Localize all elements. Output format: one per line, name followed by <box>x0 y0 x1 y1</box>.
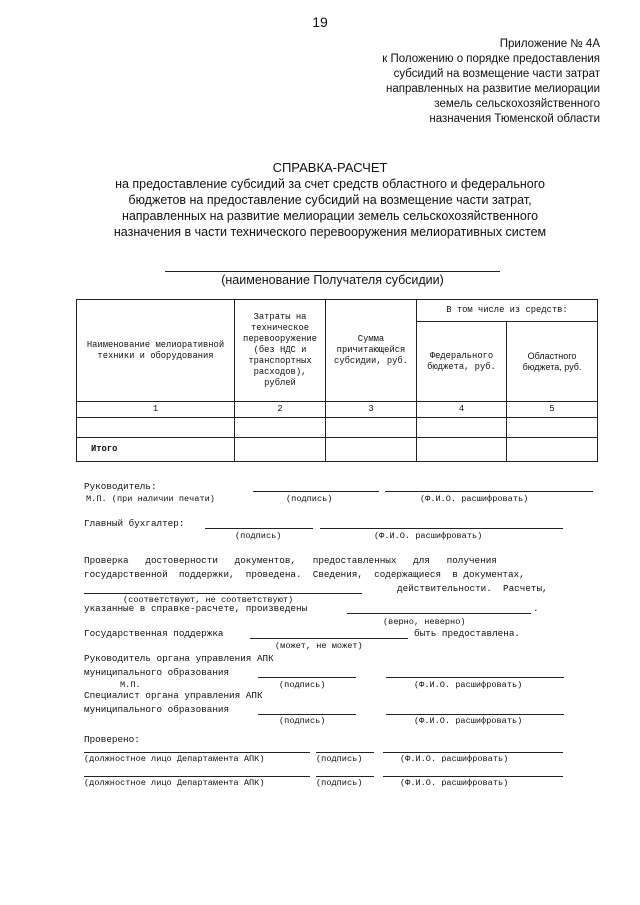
signature-caption: (подпись) <box>316 754 363 764</box>
stamp-caption: М.П. (при наличии печати) <box>86 494 215 504</box>
total-label: Итого <box>77 438 235 462</box>
annex-line: направленных на развитие мелиорации <box>386 83 600 95</box>
head-label: Руководитель: <box>84 481 157 492</box>
check-text-line: действительности. Расчеты, <box>397 583 548 594</box>
signature-caption: (подпись) <box>279 716 326 726</box>
name-caption: (Ф.И.О. расшифровать) <box>414 716 523 726</box>
apk-head-label: Руководитель органа управления АПК <box>84 653 274 664</box>
apk-head-name-field[interactable] <box>386 677 564 678</box>
name-caption: (Ф.И.О. расшифровать) <box>414 680 523 690</box>
signature-caption: (подпись) <box>286 494 333 504</box>
subtitle-line: направленных на развитие мелиорации земель сельскохозяйственного <box>121 209 539 223</box>
table-cell[interactable] <box>507 418 598 438</box>
annex-line: Приложение № 4А <box>499 38 600 50</box>
annex-line: назначения Тюменской области <box>429 113 600 125</box>
accountant-label: Главный бухгалтер: <box>84 518 185 529</box>
annex-line: субсидий на возмещение части затрат <box>393 68 600 80</box>
annex-line: к Положению о порядке предоставления <box>382 53 600 65</box>
specialist-name-field[interactable] <box>386 714 564 715</box>
official-field[interactable] <box>84 776 310 777</box>
table-cell[interactable] <box>235 418 326 438</box>
specialist-label: муниципального образования <box>84 704 230 715</box>
accountant-signature-field[interactable] <box>205 528 313 529</box>
table-cell[interactable] <box>417 418 507 438</box>
annex-block <box>382 37 600 127</box>
signature-caption: (подпись) <box>279 680 326 690</box>
header-subsidy-amount: Сумма причитающейся субсидии, руб. <box>326 300 417 402</box>
period: . <box>533 603 539 614</box>
head-signature-field[interactable] <box>253 491 379 492</box>
official-caption: (должностное лицо Департамента АПК) <box>84 754 265 764</box>
name-caption: (Ф.И.О. расшифровать) <box>374 531 483 541</box>
column-number: 1 <box>77 402 235 418</box>
official-caption: (должностное лицо Департамента АПК) <box>84 778 265 788</box>
official-name-field[interactable] <box>383 752 563 753</box>
document-subtitle <box>80 176 580 240</box>
specialist-signature-field[interactable] <box>258 714 356 715</box>
apk-head-label: муниципального образования <box>84 667 230 678</box>
accountant-name-field[interactable] <box>320 528 563 529</box>
subtitle-line: бюджетов на предоставление субсидий на возмещение части затрат, <box>128 193 532 207</box>
column-number: 2 <box>235 402 326 418</box>
total-cell[interactable] <box>326 438 417 462</box>
official-signature-field[interactable] <box>316 776 374 777</box>
table-cell[interactable] <box>326 418 417 438</box>
name-caption: (Ф.И.О. расшифровать) <box>400 754 509 764</box>
check-text-line: государственной поддержки, проведена. Сведения, содержащиеся в документах, <box>84 569 525 580</box>
correctness-caption: (верно, неверно) <box>383 617 466 627</box>
official-signature-field[interactable] <box>316 752 374 753</box>
header-federal-budget: Федерального бюджета, руб. <box>417 322 507 402</box>
total-cell[interactable] <box>235 438 326 462</box>
check-text-line: Проверка достоверности документов, предоставленных для получения <box>84 555 497 566</box>
recipient-name-field[interactable] <box>165 271 500 272</box>
header-regional-budget: Областного бюджета, руб. <box>507 322 598 402</box>
column-number: 5 <box>507 402 598 418</box>
specialist-label: Специалист органа управления АПК <box>84 690 263 701</box>
support-suffix: быть предоставлена. <box>414 628 521 639</box>
total-cell[interactable] <box>417 438 507 462</box>
annex-line: земель сельскохозяйственного <box>434 98 600 110</box>
name-caption: (Ф.И.О. расшифровать) <box>400 778 509 788</box>
support-label: Государственная поддержка <box>84 628 224 639</box>
name-caption: (Ф.И.О. расшифровать) <box>420 494 529 504</box>
header-source-group: В том числе из средств: <box>417 300 598 322</box>
column-number: 3 <box>326 402 417 418</box>
signature-caption: (подпись) <box>316 778 363 788</box>
document-title: СПРАВКА-РАСЧЕТ <box>272 160 388 175</box>
official-field[interactable] <box>84 752 310 753</box>
table-cell[interactable] <box>77 418 235 438</box>
recipient-label: (наименование Получателя субсидии) <box>221 273 444 287</box>
conformity-caption: (соответствуют, не соответствуют) <box>123 595 294 605</box>
head-name-field[interactable] <box>385 491 593 492</box>
calculation-table <box>76 299 598 462</box>
support-decision-field[interactable] <box>250 638 408 639</box>
correctness-field[interactable] <box>347 613 531 614</box>
column-number: 4 <box>417 402 507 418</box>
page-number: 19 <box>312 14 328 30</box>
signature-caption: (подпись) <box>235 531 282 541</box>
checked-label: Проверено: <box>84 734 140 745</box>
conformity-field[interactable] <box>84 593 362 594</box>
subtitle-line: на предоставление субсидий за счет средств областного и федерального <box>115 177 545 191</box>
official-name-field[interactable] <box>383 776 563 777</box>
header-costs: Затраты на техническое перевооружение (без НДС и транспортных расходов), рублей <box>235 300 326 402</box>
header-equipment-name: Наименование мелиоративной техники и оборудования <box>77 300 235 402</box>
support-caption: (может, не может) <box>275 641 363 651</box>
total-cell[interactable] <box>507 438 598 462</box>
subtitle-line: назначения в части технического перевооружения мелиоративных систем <box>113 225 547 239</box>
apk-head-signature-field[interactable] <box>258 677 356 678</box>
check-text-line: указанные в справке-расчете, произведены <box>84 603 308 614</box>
stamp-caption: М.П. <box>120 680 141 690</box>
